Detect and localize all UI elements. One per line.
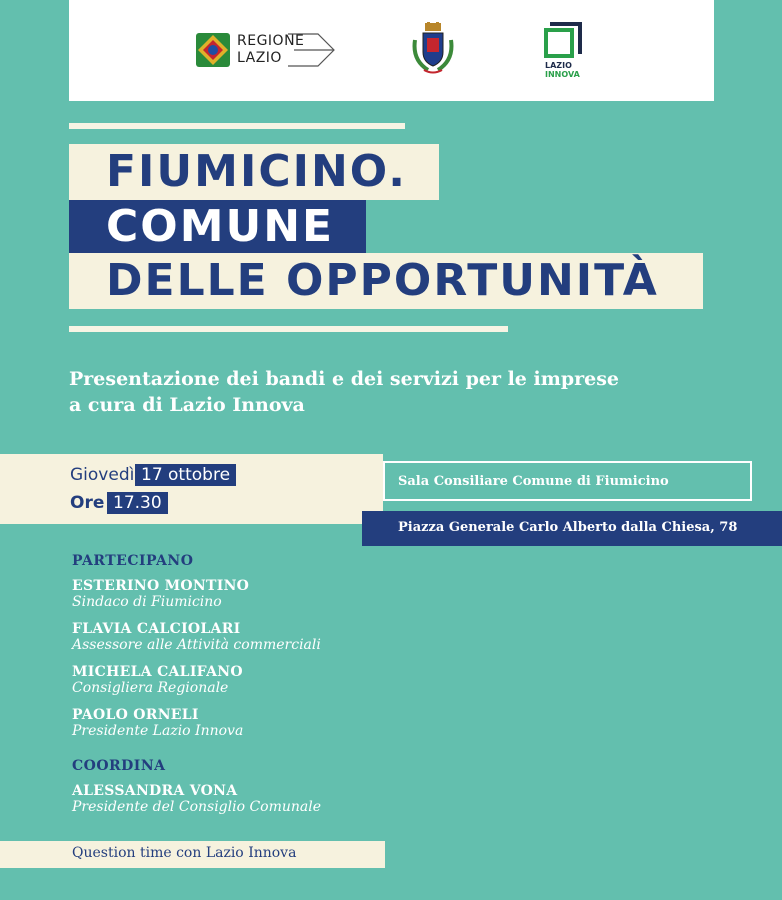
participant-name: FLAVIA CALCIOLARI <box>72 621 241 637</box>
title-line2: COMUNE <box>106 201 335 252</box>
participant-item <box>72 707 243 739</box>
participant-name: MICHELA CALIFANO <box>72 664 243 680</box>
address-text: Piazza Generale Carlo Alberto dalla Chiesa, 78 <box>398 520 738 535</box>
participant-item <box>72 664 243 696</box>
participant-name: PAOLO ORNELI <box>72 707 199 723</box>
participant-item <box>72 621 321 653</box>
day-label: Giovedì <box>70 465 135 485</box>
subtitle-line2: a cura di Lazio Innova <box>69 394 305 416</box>
regione-logo-line2: LAZIO <box>237 50 282 66</box>
regione-logo-line1: REGIONE <box>237 33 305 49</box>
subtitle-line1: Presentazione dei bandi e dei servizi per le imprese <box>69 368 619 390</box>
event-time: 17.30 <box>107 492 168 514</box>
venue-text: Sala Consiliare Comune di Fiumicino <box>398 474 669 489</box>
moderator-heading: COORDINA <box>72 758 166 774</box>
moderator-role: Presidente del Consiglio Comunale <box>72 799 322 815</box>
participant-role: Assessore alle Attività commerciali <box>72 637 321 653</box>
time-label: Ore <box>70 493 105 513</box>
fiumicino-crest-icon <box>410 22 456 76</box>
bottom-divider <box>69 326 508 332</box>
question-time-text: Question time con Lazio Innova <box>72 845 297 861</box>
title-line1: FIUMICINO. <box>106 146 407 197</box>
top-divider <box>69 123 405 129</box>
subtitle <box>69 366 689 418</box>
participant-role: Consigliera Regionale <box>72 680 229 696</box>
regione-lazio-logo-text <box>237 33 304 67</box>
moderator-item <box>72 783 321 815</box>
lazio-innova-logo-text <box>545 61 580 79</box>
lazio-innova-mark-icon <box>544 22 582 60</box>
participant-name: ESTERINO MONTINO <box>72 578 250 594</box>
lazio-innova-logo-line2: INNOVA <box>545 70 580 79</box>
regione-lazio-emblem-icon <box>196 33 230 67</box>
moderator-name: ALESSANDRA VONA <box>72 783 238 799</box>
participant-item <box>72 578 249 610</box>
logo-header <box>69 0 714 101</box>
lazio-innova-logo-line1: LAZIO <box>545 61 572 70</box>
event-date: 17 ottobre <box>135 464 236 486</box>
participant-role: Sindaco di Fiumicino <box>72 594 222 610</box>
title-line3: DELLE OPPORTUNITÀ <box>106 255 659 306</box>
participants-heading: PARTECIPANO <box>72 553 194 569</box>
participant-role: Presidente Lazio Innova <box>72 723 244 739</box>
